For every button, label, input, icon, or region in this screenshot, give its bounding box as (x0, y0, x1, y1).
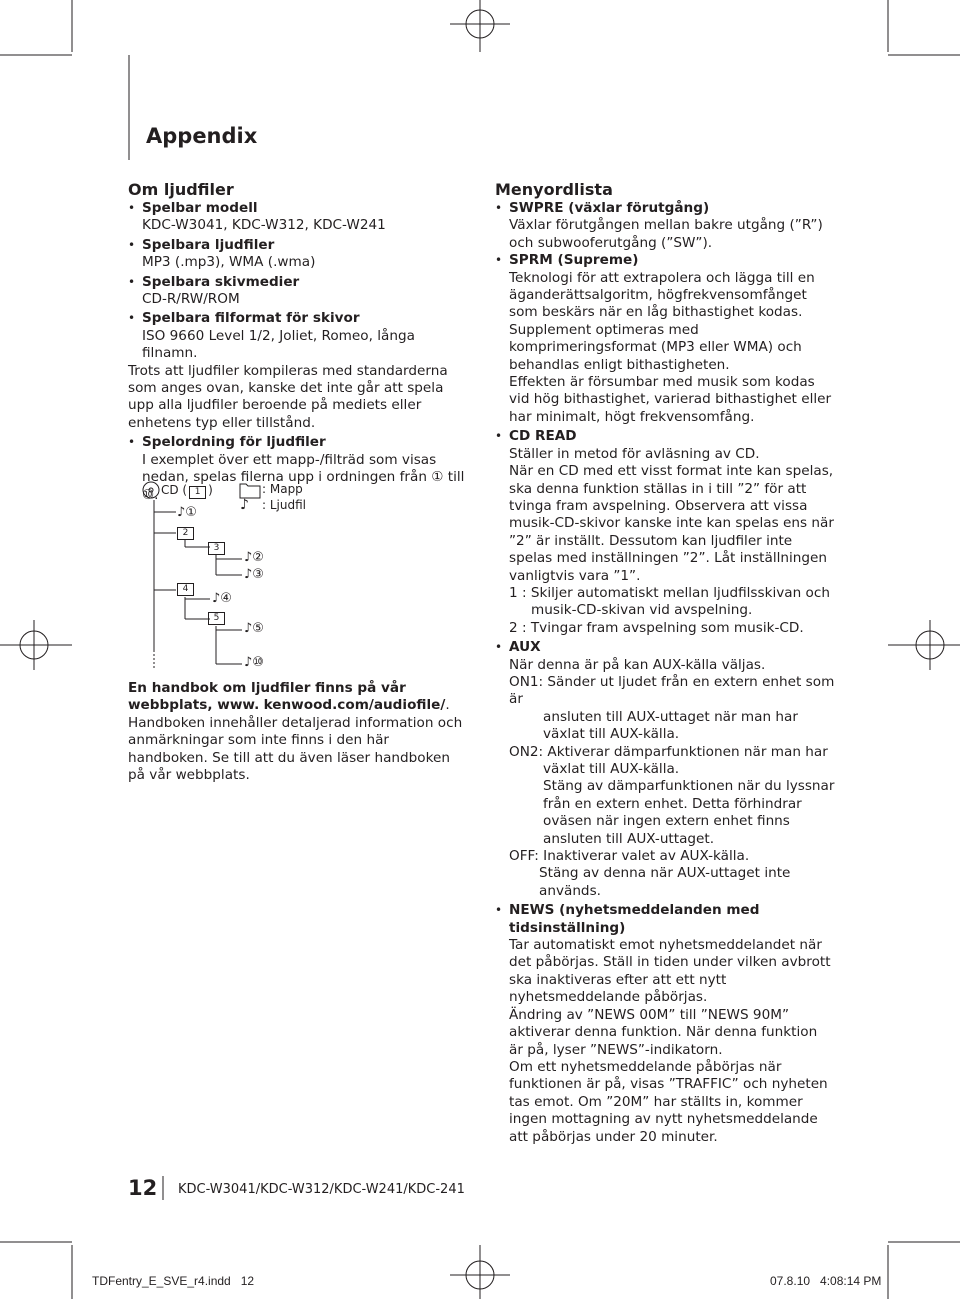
folder-icon: 1 (189, 486, 206, 499)
section-heading-menu-glossary: Menyordlista (495, 180, 613, 199)
item-title: • Spelbara filformat för skivor (142, 310, 360, 327)
legend-folder: : Mapp (262, 482, 303, 496)
list-item-sprm: • SPRM (Supreme) Teknologi för att extrapolera och lägga till en äganderättsalgoritm, högfrekvensomfånget som beskärs när en låg bithastighet kodas. Supplement optimeras med komprimeringsformat (MP3 eller WMA) och behandlas enligt bithastigheten. Effekten är försumbar med musik som kodas vid hög bithastighet, varierad bithastighet eller har minimalt, högt frekvensomfång. (495, 252, 835, 426)
right-column (495, 180, 835, 1146)
tree-file-2: ♪② (244, 550, 264, 565)
folder-icon: 4 (177, 583, 194, 596)
tree-file-3: ♪③ (244, 567, 264, 582)
list-item-news: • NEWS (nyhetsmeddelanden med tidsinställning) Tar automatiskt emot nyhetsmeddelandet när det påbörjas. Ställ in tiden under vilken avbrott ska inaktiveras efter att ett nytt nyhetsmeddelande påbörjas. Ändring av ”NEWS 00M” till ”NEWS 90M” aktiverar denna funktion. När denna funktion är på, lyser ”NEWS”-indikatorn. Om ett nyhetsmeddelande påbörjas när funktionen är på, visas ”TRAFFIC” och nyheten tas emot. Om ”20M” har ställts in, kommer ingen mottagning av nytt nyhetsmeddelande att påbörjas under 20 minuter. (495, 902, 835, 1146)
item-title: • Spelbar modell (142, 200, 258, 216)
folder-icon: 2 (177, 527, 194, 540)
tree-file-5: ♪⑤ (244, 621, 264, 636)
item-title: • Spelbara ljudfiler (142, 236, 275, 253)
list-item-swpre: • SWPRE (växlar förutgång) Växlar förutgången mellan bakre utgång (”R”) och subwooferutgång (”SW”). (495, 200, 835, 252)
list-item (128, 274, 468, 309)
list-item (128, 200, 468, 235)
folder-icon: 3 (208, 542, 225, 555)
page-number: 12 (128, 1176, 158, 1200)
item-text: KDC-W3041, KDC-W312, KDC-W241 (142, 217, 386, 234)
item-text: I exemplet över ett mapp-/filträd som visas nedan, spelas filerna upp i ordningen från ① till ⑩. (142, 451, 465, 503)
tree-file-10: ♪⑩ (244, 655, 264, 670)
slug-file-name: TDFentry_E_SVE_r4.indd 12 (92, 1274, 255, 1288)
slug-date: 07.8.10 4:08:14 PM (770, 1274, 882, 1288)
item-text: MP3 (.mp3), WMA (.wma) (142, 254, 316, 271)
folder-icon: 5 (208, 612, 225, 625)
tree-cd-label: CD ( 1 ) (161, 483, 213, 497)
list-item (128, 310, 468, 362)
item-text: CD-R/RW/ROM (142, 291, 240, 308)
list-item-cd-read: • CD READ Ställer in metod för avläsning av CD. När en CD med ett visst format inte kan spelas, ska denna funktion ställas in i till ”2” för att tvinga fram avspelning. Observera att vissa musik-CD-skivor kanske inte kan spelas ens när ”2” är inställt. Dessutom kan ljudfiler inte spelas med inställningen ”2”. Låt inställningen vanligtvis vara ”1”. 1 : Skiljer automatiskt mellan ljudfilsskivan och musik-CD-skivan vid avspelning. 2 : Tvingar fram avspelning som musik-CD. (495, 428, 835, 637)
item-text: ISO 9660 Level 1/2, Joliet, Romeo, långa filnamn. (142, 327, 415, 362)
list-item-aux: • AUX När denna är på kan AUX-källa väljas. ON1: Sänder ut ljudet från en extern enhet som är ansluten till AUX-uttaget när man har växlat till AUX-källa. ON2: Aktiverar dämparfunktionen när man har växlat till AUX-källa. Stäng av dämparfunktionen när du lyssnar från en extern enhet. Detta förhindrar oväsen när ingen extern enhet finns ansluten till AUX-uttaget. OFF: Inaktiverar valet av AUX-källa. Stäng av denna när AUX-uttaget inte används. (495, 639, 835, 900)
note-icon: ♪ (240, 497, 249, 513)
legend-file: : Ljudfil (262, 498, 306, 512)
item-title: • Spelbara skivmedier (142, 273, 300, 290)
item-title: • Spelordning för ljudfiler (142, 434, 326, 451)
tree-file-4: ♪④ (212, 591, 232, 606)
list-item (128, 237, 468, 272)
footer-models: KDC-W3041/KDC-W312/KDC-W241/KDC-241 (178, 1182, 465, 1197)
compat-note: Trots att ljudfiler kompileras med standarderna som anges ovan, kanske det inte går att spela upp alla ljudfiler beroende på mediets eller enhetens typ eller tillstånd. (128, 362, 448, 431)
page-title: Appendix (146, 124, 258, 148)
left-column (128, 180, 468, 504)
tree-file-1: ♪① (177, 505, 197, 520)
section-heading-audio-files: Om ljudfiler (128, 180, 234, 199)
handbook-note: En handbok om ljudfiler finns på vår webbplats, www. kenwood.com/audiofile/. Handboken innehåller detaljerad information och anmärkningar som inte finns i den här handboken. Se till att du även läser handboken på vår webbplats. (128, 680, 463, 784)
